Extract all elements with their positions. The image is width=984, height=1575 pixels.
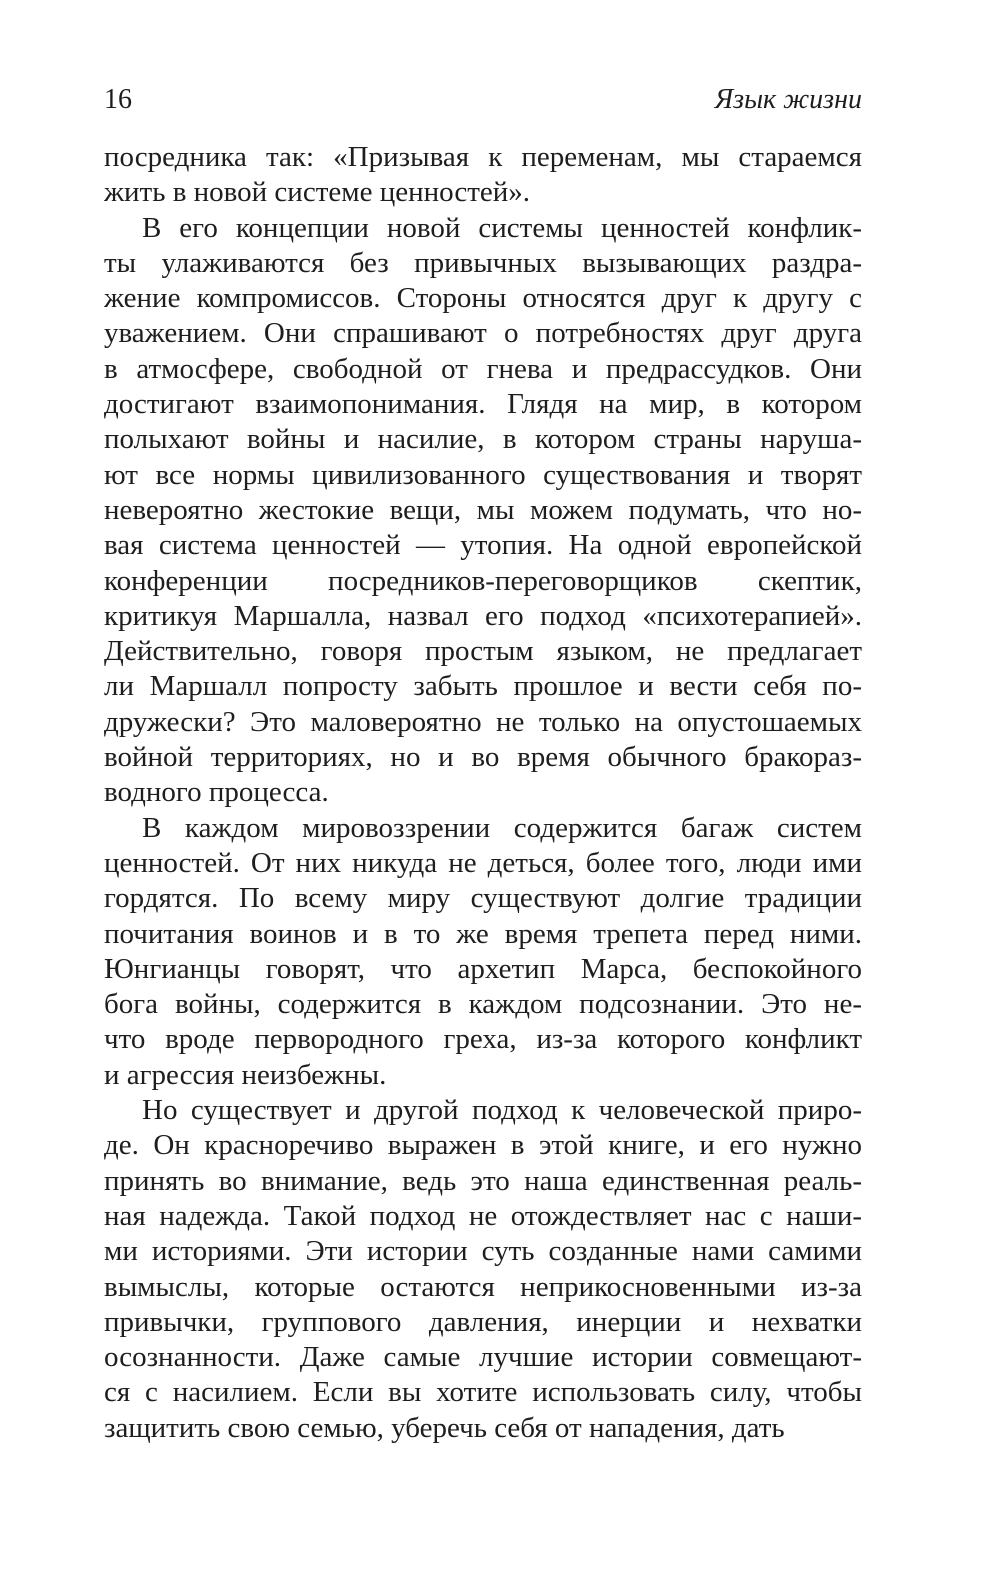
text-line: уважением. Они спрашивают о потребностях друг друга [104, 317, 862, 350]
body-text [104, 140, 862, 1446]
text-line: Действительно, говоря простым языком, не предлагает [104, 635, 862, 668]
text-line: ты улаживаются без привычных вызывающих раздра- [104, 246, 862, 279]
paragraph [104, 140, 862, 211]
text-line: войной территориях, но и во время обычного бракораз- [104, 741, 862, 774]
text-line: ли Маршалл попросту забыть прошлое и вести себя по- [104, 670, 862, 703]
text-line: дружески? Это маловероятно не только на опустошаемых [104, 705, 862, 738]
book-title: Язык жизни [714, 84, 862, 115]
text-line: полыхают войны и насилие, в котором страны наруша- [104, 423, 862, 456]
text-line: и агрессия неизбежны. [104, 1058, 387, 1091]
text-line: В его концепции новой системы ценностей конфлик- [142, 211, 862, 244]
text-line: критикуя Маршалла, назвал его подход «психотерапией». [104, 599, 862, 632]
text-line: ся с насилием. Если вы хотите использовать силу, чтобы [104, 1376, 862, 1409]
text-line: достигают взаимопонимания. Глядя на мир, в котором [104, 388, 862, 421]
text-line: почитания воинов и в то же время трепета перед ними. [104, 917, 862, 950]
text-line: что вроде первородного греха, из-за которого конфликт [104, 1023, 862, 1056]
text-line: Юнгианцы говорят, что архетип Марса, беспокойного [104, 952, 862, 985]
text-line: ная надежда. Такой подход не отождествляет нас с наши- [104, 1199, 862, 1232]
text-line: ют все нормы цивилизованного существования и творят [104, 458, 862, 491]
paragraph [104, 1093, 862, 1446]
text-line: ценностей. От них никуда не деться, более того, люди ими [104, 846, 862, 879]
text-line: конференции посредников-переговорщиков скептик, [104, 564, 862, 597]
text-line: ми историями. Эти истории суть созданные нами самими [104, 1235, 862, 1268]
text-line: защитить свою семью, уберечь себя от нападения, дать [104, 1411, 785, 1444]
text-line: вымыслы, которые остаются неприкосновенными из-за [104, 1270, 862, 1303]
text-line: водного процесса. [104, 776, 329, 809]
paragraph [104, 211, 862, 811]
text-line: привычки, группового давления, инерции и нехватки [104, 1305, 862, 1338]
text-line: де. Он красноречиво выражен в этой книге, и его нужно [104, 1129, 862, 1162]
text-line: вая система ценностей — утопия. На одной европейской [104, 529, 862, 562]
text-line: гордятся. По всему миру существуют долгие традиции [104, 882, 862, 915]
text-line: Но существует и другой подход к человеческой приро- [142, 1094, 862, 1127]
text-line: жение компромиссов. Стороны относятся друг к другу с [104, 282, 862, 315]
text-line: бога войны, содержится в каждом подсознании. Это не- [104, 988, 862, 1021]
text-line: В каждом мировоззрении содержится багаж систем [142, 811, 862, 844]
text-line: жить в новой системе ценностей». [104, 176, 531, 209]
text-line: в атмосфере, свободной от гнева и предрассудков. Они [104, 352, 862, 385]
text-line: принять во внимание, ведь это наша единственная реаль- [104, 1164, 862, 1197]
text-line: посредника так: «Призывая к переменам, мы стараемся [104, 141, 862, 173]
paragraph [104, 811, 862, 1093]
running-header [104, 80, 862, 120]
page-number: 16 [104, 84, 132, 115]
text-line: невероятно жестокие вещи, мы можем подумать, что но- [104, 493, 862, 526]
text-line: осознанности. Даже самые лучшие истории совмещают- [104, 1341, 862, 1374]
